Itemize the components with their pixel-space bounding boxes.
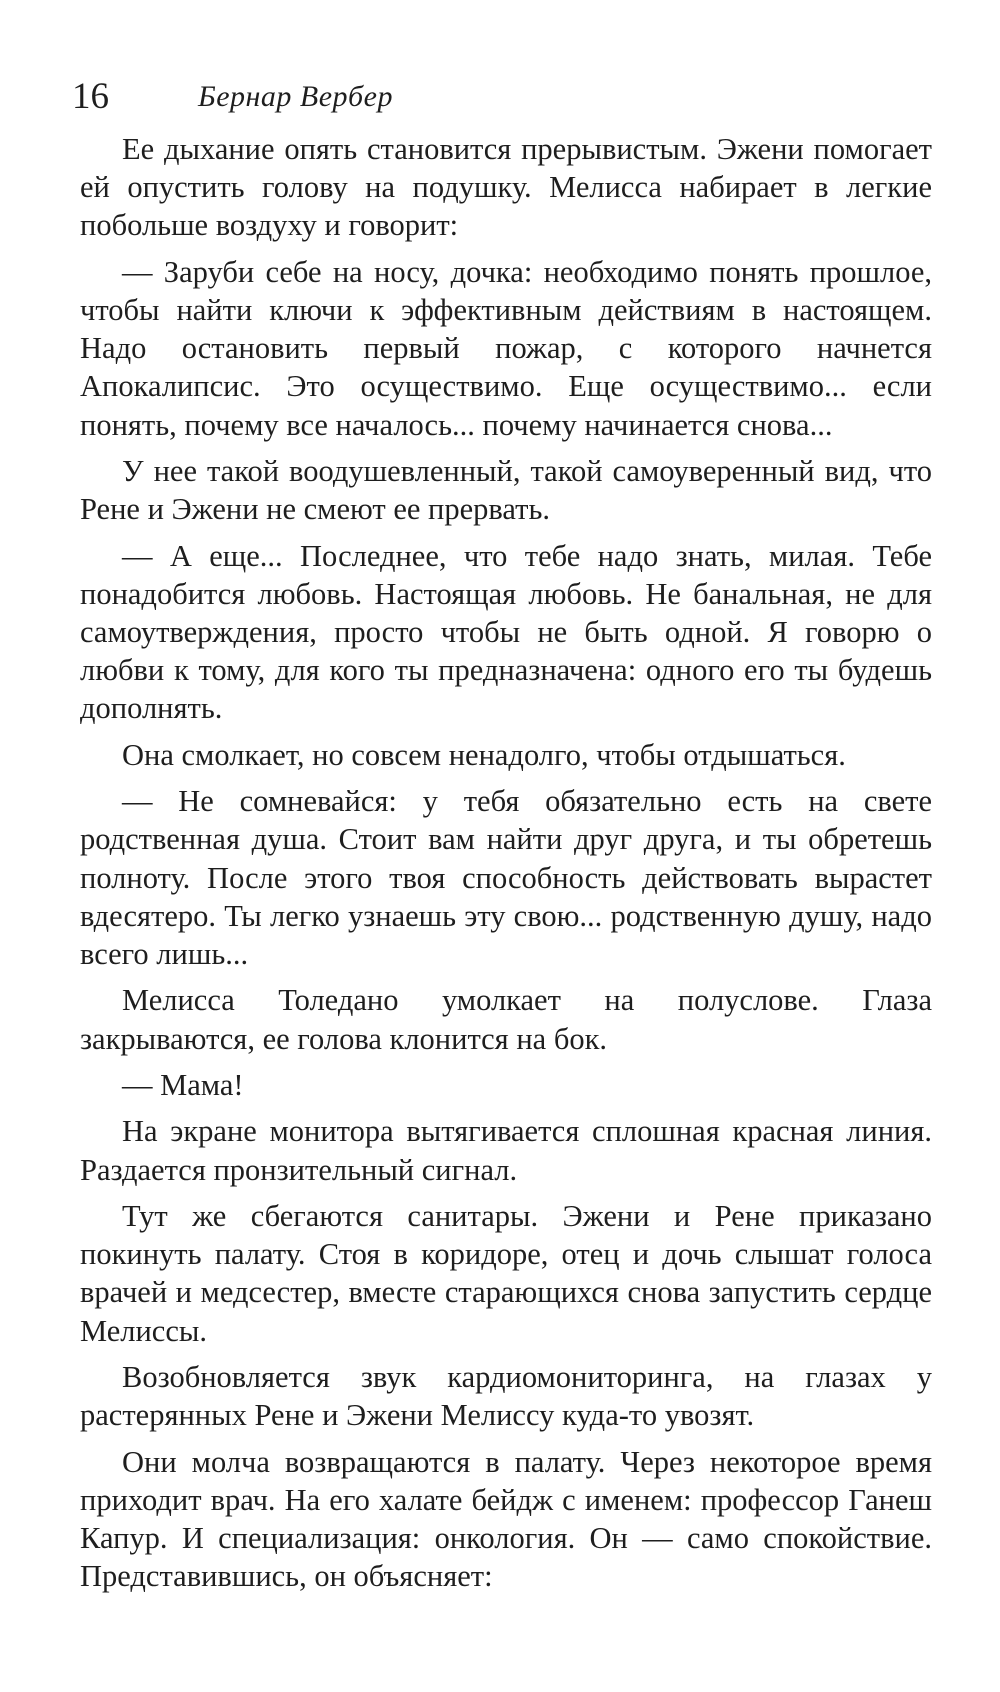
paragraph: Тут же сбегаются санитары. Эжени и Рене приказано покинуть палату. Стоя в коридоре, отец и дочь слышат голоса врачей и медсестер, вместе старающихся снова запустить сердце Мелиссы. — [80, 1198, 932, 1348]
paragraph: Ее дыхание опять становится прерывистым. Эжени помогает ей опустить голову на подушку. Мелисса набирает в легкие побольше воздуху и говорит: — [80, 132, 932, 243]
paragraph: Они молча возвращаются в палату. Через некоторое время приходит врач. На его халате бейдж с именем: профессор Ганеш Капур. И специализация: онкология. Он — само спокойствие. Представившись, он объясняет: — [80, 1444, 932, 1594]
paragraph: — Заруби себе на носу, дочка: необходимо понять прошлое, чтобы найти ключи к эффективным действиям в настоящем. Надо остановить первый пожар, с которого начнется Апокалипсис. Это осуществимо. Еще осуществимо... если понять, почему все началось... почему начинается снова... — [80, 254, 932, 442]
paragraph: Возобновляется звук кардиомониторинга, на глазах у растерянных Рене и Эжени Мелиссу куда-то увозят. — [80, 1359, 932, 1433]
paragraph: Она смолкает, но совсем ненадолго, чтобы отдышаться. — [122, 737, 846, 772]
running-head — [72, 72, 932, 122]
paragraph: На экране монитора вытягивается сплошная красная линия. Раздается пронзительный сигнал. — [80, 1114, 932, 1187]
header-author: Бернар Вербер — [198, 80, 393, 113]
text-body — [80, 130, 932, 1604]
paragraph: Мелисса Толедано умолкает на полуслове. Глаза закрываются, ее голова клонится на бок. — [80, 983, 932, 1056]
paragraph: У нее такой воодушевленный, такой самоуверенный вид, что Рене и Эжени не смеют ее прервать. — [80, 454, 932, 527]
paragraph: — Мама! — [122, 1067, 244, 1102]
paragraph: — А еще... Последнее, что тебе надо знать, милая. Тебе понадобится любовь. Настоящая любовь. Не банальная, не для самоутверждения, просто чтобы не быть одной. Я говорю о любви к тому, для кого ты предназначена: одного его ты будешь дополнять. — [80, 538, 932, 726]
paragraph: — Не сомневайся: у тебя обязательно есть на свете родственная душа. Стоит вам найти друг друга, и ты обретешь полноту. После этого твоя способность действовать вырастет вдесятеро. Ты легко узнаешь эту свою... родственную душу, надо всего лишь... — [80, 784, 932, 971]
page-number: 16 — [72, 76, 109, 117]
